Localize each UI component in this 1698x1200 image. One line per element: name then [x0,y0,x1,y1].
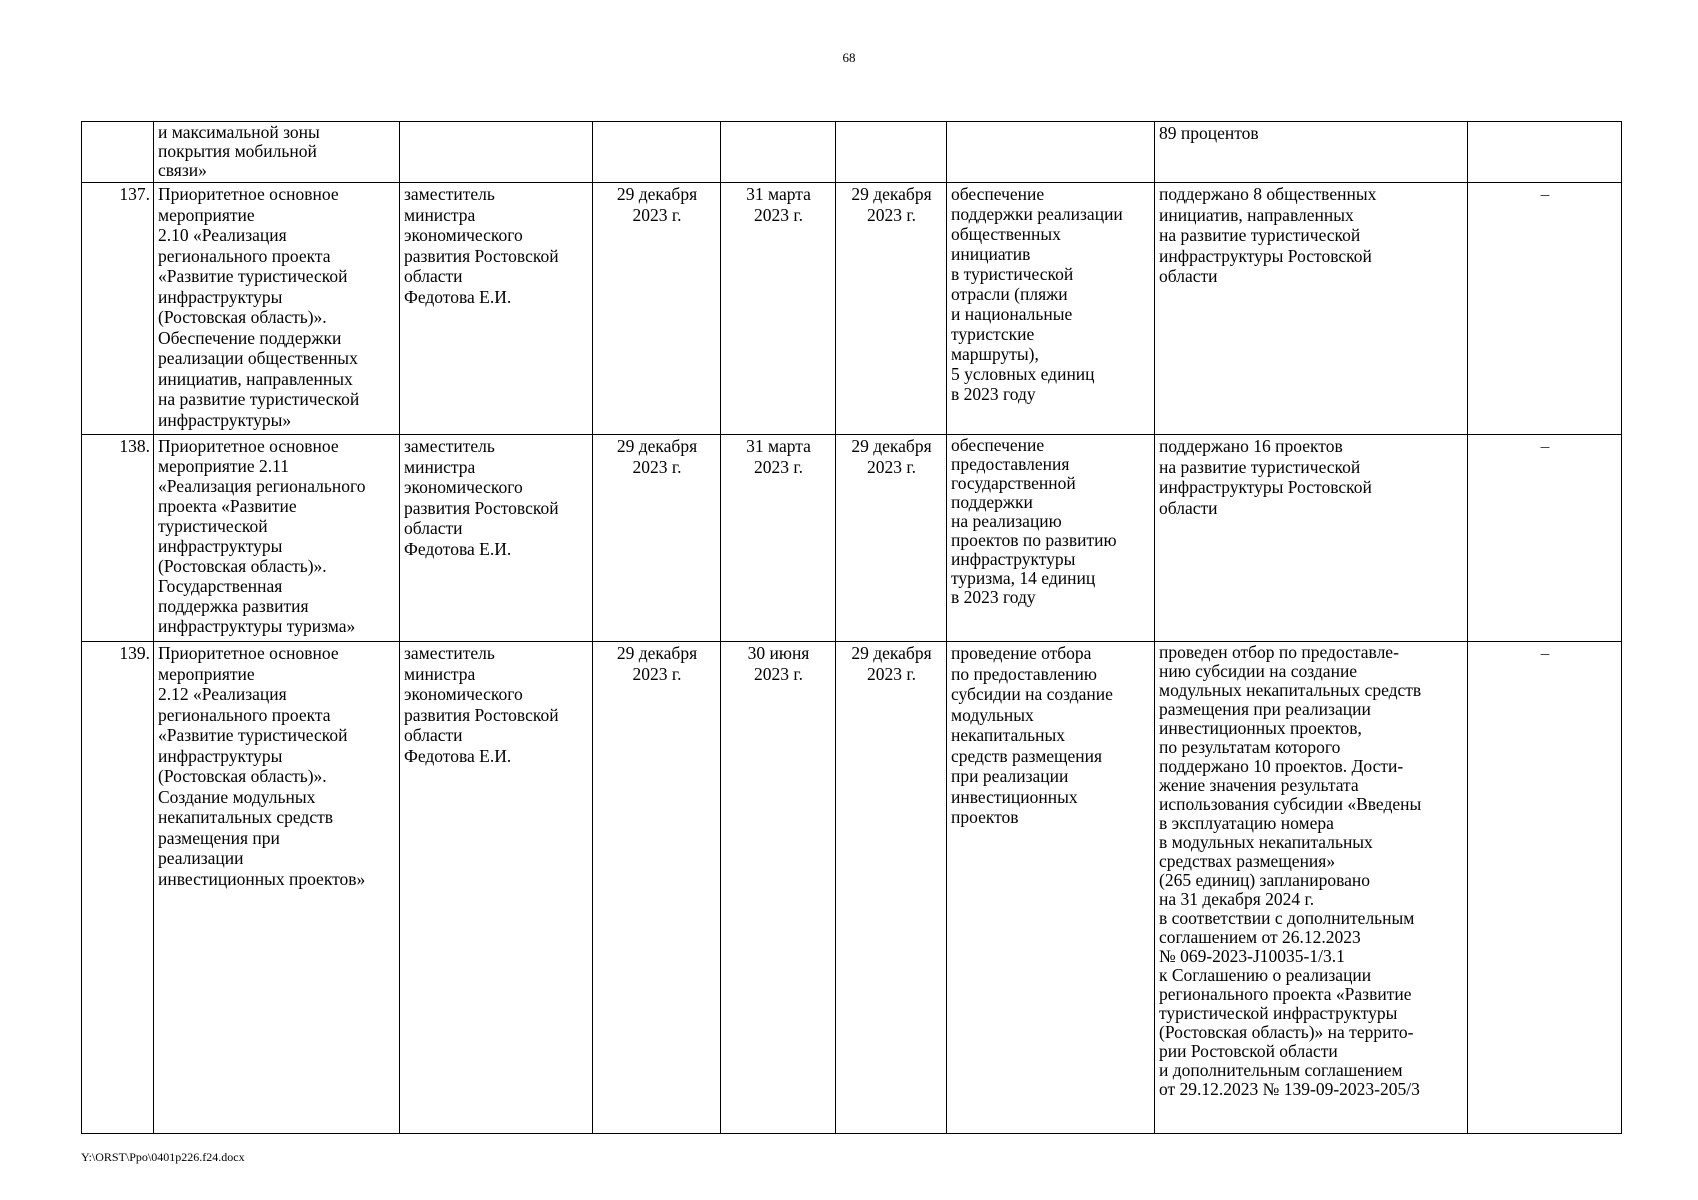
actual-result-cell: поддержано 8 общественных инициатив, направленных на развитие туристической инфраструктуры Ростовской области [1155,183,1468,435]
note-cell: – [1468,435,1622,642]
actual-start-cell: 30 июня 2023 г. [721,642,836,1134]
planned-start-cell [593,122,721,183]
planned-end-cell: 29 декабря 2023 г. [836,183,947,435]
planned-end-cell: 29 декабря 2023 г. [836,642,947,1134]
table-row [82,183,1622,435]
planned-result-cell: обеспечение поддержки реализации общественных инициатив в туристической отрасли (пляжи и национальные туристские маршруты), 5 условных единиц в 2023 году [947,183,1155,435]
table-row [82,435,1622,642]
planned-result-cell: обеспечение предоставления государственной поддержки на реализацию проектов по развитию инфраструктуры туризма, 14 единиц в 2023 году [947,435,1155,642]
planned-result-cell [947,122,1155,183]
planned-end-cell [836,122,947,183]
event-cell: и максимальной зоны покрытия мобильной связи» [154,122,400,183]
responsible-cell [400,122,593,183]
row-number-cell: 138. [82,435,154,642]
actual-result-cell: проведен отбор по предоставле- нию субсидии на создание модульных некапитальных средств размещения при реализации инвестиционных проектов, по результатам которого поддержано 10 проектов. Дости- жение значения результата использования субсидии «Введены в эксплуатацию номера в модульных некапитальных средствах размещения» (265 единиц) запланировано на 31 декабря 2024 г. в соответствии с дополнительным соглашением от 26.12.2023 № 069-2023-J10035-1/3.1 к Соглашению о реализации регионального проекта «Развитие туристической инфраструктуры (Ростовская область)» на террито- рии Ростовской области и дополнительным соглашением от 29.12.2023 № 139-09-2023-205/3 [1155,642,1468,1134]
responsible-cell: заместитель министра экономического развития Ростовской области Федотова Е.И. [400,183,593,435]
planned-end-cell: 29 декабря 2023 г. [836,435,947,642]
event-cell: Приоритетное основное мероприятие 2.11 «Реализация регионального проекта «Развитие туристической инфраструктуры (Ростовская область)». Государственная поддержка развития инфраструктуры туризма» [154,435,400,642]
event-cell: Приоритетное основное мероприятие 2.12 «Реализация регионального проекта «Развитие туристической инфраструктуры (Ростовская область)». Создание модульных некапитальных средств размещения при реализации инвестиционных проектов» [154,642,400,1134]
actual-result-cell: 89 процентов [1155,122,1468,183]
table-row [82,122,1622,183]
planned-start-cell: 29 декабря 2023 г. [593,183,721,435]
events-table [81,121,1622,1134]
planned-start-cell: 29 декабря 2023 г. [593,435,721,642]
responsible-cell: заместитель министра экономического развития Ростовской области Федотова Е.И. [400,435,593,642]
planned-start-cell: 29 декабря 2023 г. [593,642,721,1134]
row-number-cell: 137. [82,183,154,435]
row-number-cell: 139. [82,642,154,1134]
page-number: 68 [842,50,856,65]
note-cell: – [1468,183,1622,435]
responsible-cell: заместитель министра экономического развития Ростовской области Федотова Е.И. [400,642,593,1134]
event-cell: Приоритетное основное мероприятие 2.10 «Реализация регионального проекта «Развитие туристической инфраструктуры (Ростовская область)». Обеспечение поддержки реализации общественных инициатив, направленных на развитие туристической инфраструктуры» [154,183,400,435]
document-path-footer: Y:\ORST\Ppo\0401p226.f24.docx [81,1150,245,1164]
actual-start-cell: 31 марта 2023 г. [721,435,836,642]
table-row [82,642,1622,1134]
actual-result-cell: поддержано 16 проектов на развитие туристической инфраструктуры Ростовской области [1155,435,1468,642]
actual-start-cell [721,122,836,183]
note-cell [1468,122,1622,183]
actual-start-cell: 31 марта 2023 г. [721,183,836,435]
planned-result-cell: проведение отбора по предоставлению субсидии на создание модульных некапитальных средств размещения при реализации инвестиционных проектов [947,642,1155,1134]
note-cell: – [1468,642,1622,1134]
row-number-cell [82,122,154,183]
